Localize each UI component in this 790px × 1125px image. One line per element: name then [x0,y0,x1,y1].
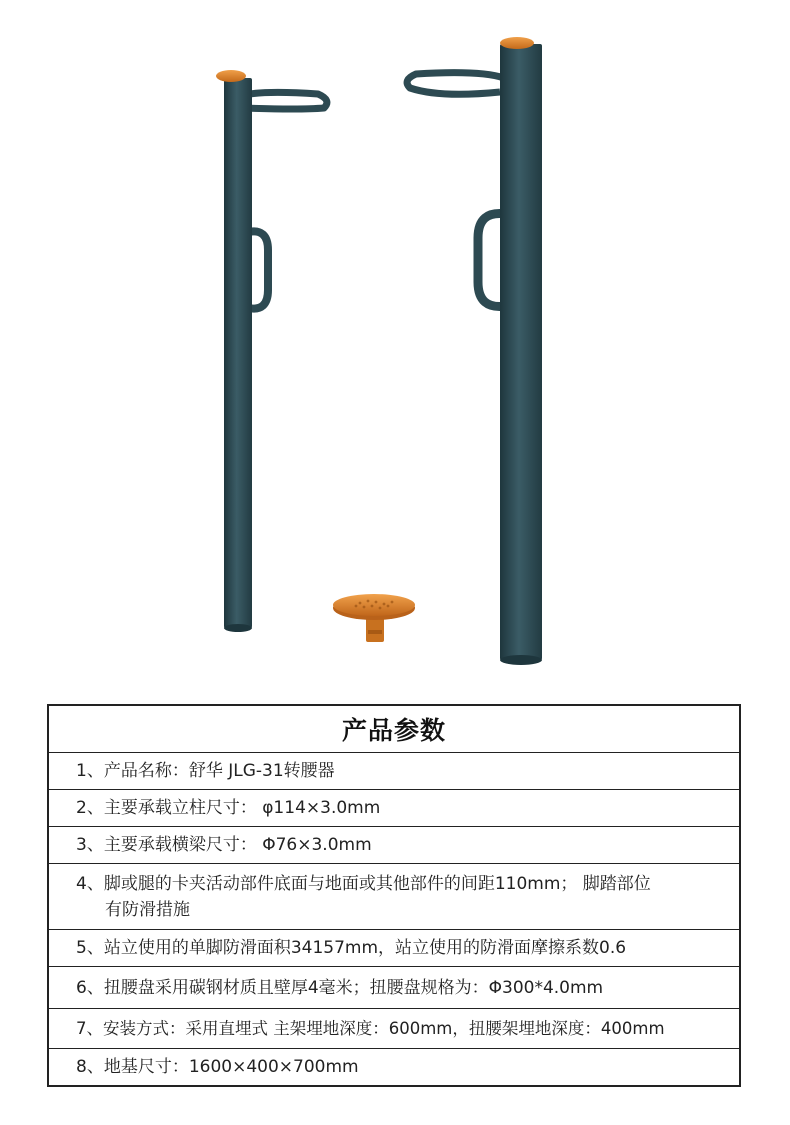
table-row [49,1049,739,1085]
product-parameters-table [47,704,741,1087]
left-post [216,70,327,632]
left-cap [216,70,246,82]
table-row [49,827,739,864]
row-text: 1、产品名称：舒华 JLG-31转腰器 [76,761,335,781]
table-row [49,864,739,930]
row-text: 3、主要承载横梁尺寸： Φ76×3.0mm [76,835,372,855]
row-text: 6、扭腰盘采用碳钢材质且壁厚4毫米；扭腰盘规格为：Φ300*4.0mm [76,977,604,998]
table-title: 产品参数 [49,706,739,753]
table-row [49,753,739,790]
table-row [49,967,739,1009]
table-row [49,930,739,967]
row-text: 8、地基尺寸：1600×400×700mm [76,1057,359,1077]
table-row [49,1009,739,1049]
row-text: 2、主要承载立柱尺寸： φ114×3.0mm [76,798,381,818]
row-line-1: 4、脚或腿的卡夹活动部件底面与地面或其他部件的间距110mm； 脚踏部位 [76,873,651,894]
twist-disc [333,594,415,642]
table-row [49,790,739,827]
row-text: 7、安装方式：采用直埋式 主架埋地深度：600mm，扭腰架埋地深度：400mm [76,1018,665,1038]
row-line-2: 有防滑措施 [105,899,190,920]
row-text: 5、站立使用的单脚防滑面积34157mm，站立使用的防滑面摩擦系数0.6 [76,938,627,958]
row-text-multiline [76,871,651,923]
right-post [407,37,542,665]
right-cap [500,37,534,49]
